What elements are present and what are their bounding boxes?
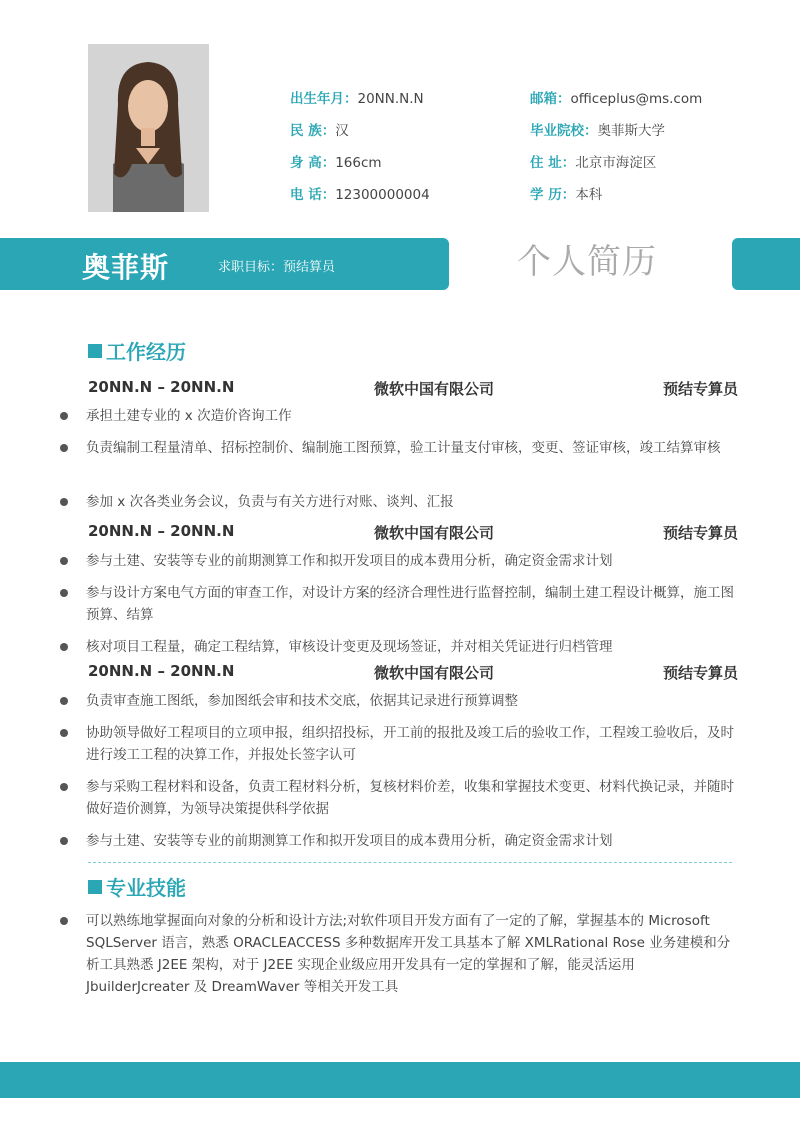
ethnicity-value: 汉 [335, 123, 349, 139]
bullet-icon [60, 412, 68, 420]
job-company: 微软中国有限公司 [374, 524, 495, 542]
list-item: 负责编制工程量清单、招标控制价、编制施工图预算，验工计量支付审核，变更、签证审核，竣工结算审核 [60, 437, 740, 459]
bullet-icon [60, 729, 68, 737]
bullet-icon [60, 498, 68, 506]
footer-bar [0, 1062, 800, 1098]
job-goal-value: 预结算员 [283, 260, 336, 275]
degree-label: 学 历 [530, 187, 562, 203]
degree-value: 本科 [575, 187, 603, 203]
job-position: 预结专算员 [662, 524, 738, 542]
skills-heading [88, 872, 186, 901]
ethnicity-label: 民 族 [290, 123, 322, 139]
decorative-tab [732, 238, 800, 290]
degree-row: 学 历：本科 [530, 187, 603, 203]
school-label: 毕业院校 [530, 123, 584, 139]
bullet-icon [60, 643, 68, 651]
list-item: 参与设计方案电气方面的审查工作，对设计方案的经济合理性进行监督控制，编制土建工程设计概算，施工图预算、结算 [60, 582, 740, 626]
job-dates: 20NN.N – 20NN.N [88, 378, 235, 396]
list-item: 参加 x 次各类业务会议，负责与有关方进行对账、谈判、汇报 [60, 491, 740, 513]
section-divider [88, 862, 732, 863]
height-value: 166cm [335, 155, 382, 171]
skills-heading-text: 专业技能 [106, 876, 186, 900]
address-label: 住 址 [530, 155, 562, 171]
list-item: 承担土建专业的 x 次造价咨询工作 [60, 405, 740, 427]
job-position: 预结专算员 [662, 664, 738, 682]
experience-heading-text: 工作经历 [106, 340, 186, 364]
bullet-icon [60, 837, 68, 845]
profile-photo [88, 44, 209, 212]
phone-row: 电 话：12300000004 [290, 187, 430, 203]
email-label: 邮箱 [530, 91, 557, 107]
name-banner [0, 238, 449, 290]
address-row: 住 址：北京市海淀区 [530, 155, 657, 171]
list-item: 协助领导做好工程项目的立项申报，组织招投标，开工前的报批及竣工后的验收工作，工程竣工验收后，及时进行竣工工程的决算工作，并报处长签字认可 [60, 722, 740, 766]
skills-item [60, 910, 740, 998]
list-item: 负责审查施工图纸，参加图纸会审和技术交底，依据其记录进行预算调整 [60, 690, 740, 712]
job-company: 微软中国有限公司 [374, 664, 495, 682]
square-icon [88, 880, 102, 894]
email-value: officeplus@ms.com [570, 91, 703, 107]
email-row: 邮箱：officeplus@ms.com [530, 91, 703, 107]
phone-label: 电 话 [290, 187, 322, 203]
list-item: 参与采购工程材料和设备，负责工程材料分析，复核材料价差，收集和掌握技术变更、材料代换记录，并随时做好造价测算，为领导决策提供科学依据 [60, 776, 740, 820]
school-row: 毕业院校：奥菲斯大学 [530, 123, 665, 139]
job-goal [218, 256, 335, 275]
experience-heading [88, 336, 186, 365]
height-label: 身 高 [290, 155, 322, 171]
bullet-icon [60, 444, 68, 452]
job-dates: 20NN.N – 20NN.N [88, 522, 235, 540]
birth-value: 20NN.N.N [357, 91, 424, 107]
skills-text: 可以熟练地掌握面向对象的分析和设计方法;对软件项目开发方面有了一定的了解，掌握基本的 Microsoft SQLServer 语言，熟悉 ORACLEACCESS 多种数据库开发工具基本了解 XMLRational Rose 业务建模和分析工具熟悉 J2EE 架构，对于 J2EE 实现企业级应用开发具有一定的掌握和了解，能灵活运用 JbuilderJcreater 及 DreamWaver 等相关开发工具 [86, 913, 731, 995]
bullet-icon [60, 917, 68, 925]
list-item: 核对项目工程量，确定工程结算，审核设计变更及现场签证，并对相关凭证进行归档管理 [60, 636, 740, 658]
document-title: 个人简历 [517, 242, 657, 282]
job-dates: 20NN.N – 20NN.N [88, 662, 235, 680]
height-row: 身 高：166cm [290, 155, 382, 171]
list-item: 参与土建、安装等专业的前期测算工作和拟开发项目的成本费用分析，确定资金需求计划 [60, 830, 740, 852]
address-value: 北京市海淀区 [575, 155, 657, 171]
birth-label: 出生年月 [290, 91, 344, 107]
square-icon [88, 344, 102, 358]
job-company: 微软中国有限公司 [374, 380, 495, 398]
ethnicity-row: 民 族：汉 [290, 123, 349, 139]
birth-row: 出生年月：20NN.N.N [290, 91, 424, 107]
job-goal-label: 求职目标： [218, 260, 284, 275]
phone-value: 12300000004 [335, 187, 430, 203]
candidate-name: 奥菲斯 [82, 251, 170, 284]
bullet-icon [60, 589, 68, 597]
school-value: 奥菲斯大学 [597, 123, 665, 139]
list-item: 参与土建、安装等专业的前期测算工作和拟开发项目的成本费用分析，确定资金需求计划 [60, 550, 740, 572]
bullet-icon [60, 557, 68, 565]
job-position: 预结专算员 [662, 380, 738, 398]
bullet-icon [60, 697, 68, 705]
bullet-icon [60, 783, 68, 791]
